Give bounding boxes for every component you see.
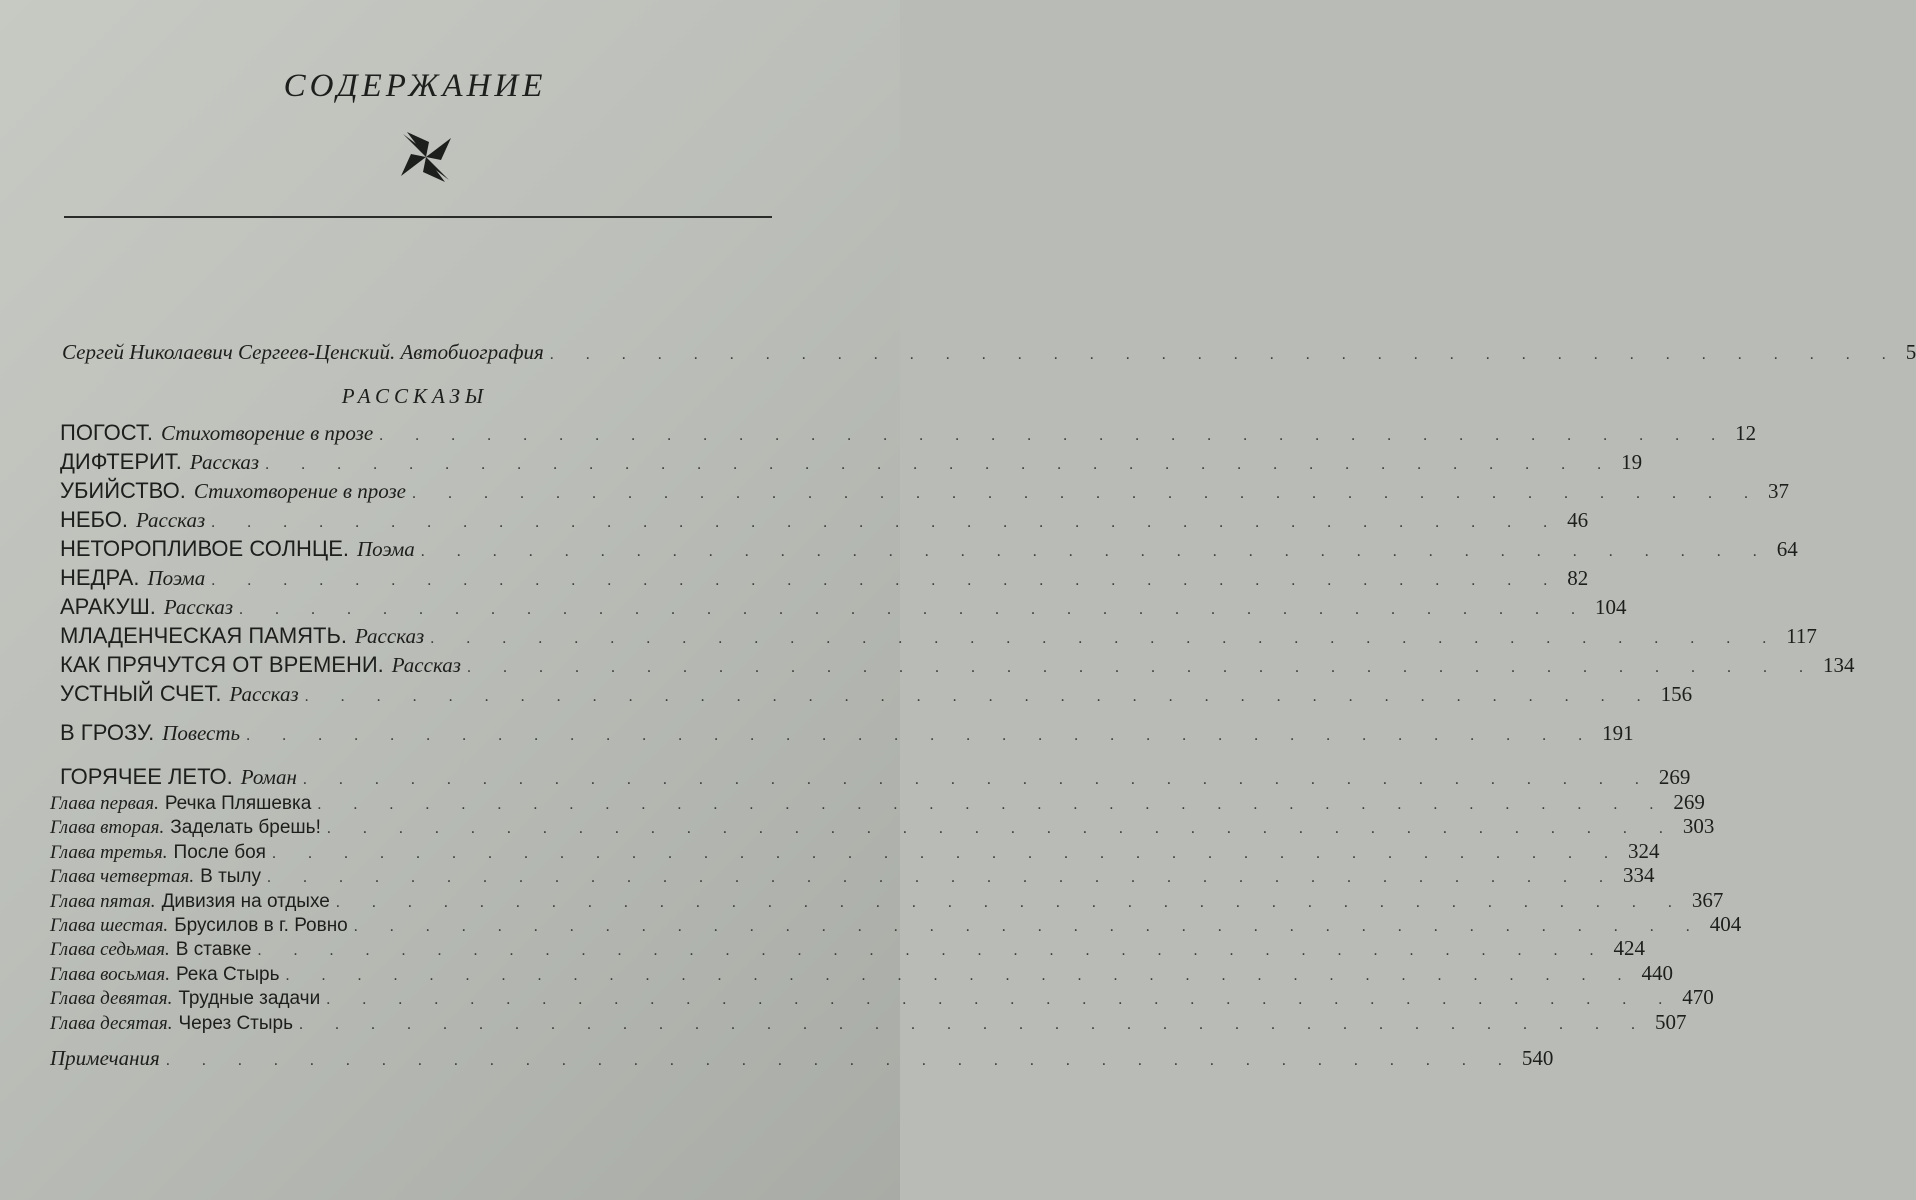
page-number: 191 (1602, 721, 1634, 745)
leader-dots: . . . . . . . . . . . . . . . . . . . . . . . . . . . . . . . . . . . . . . (379, 427, 1730, 444)
chapter-title: Через Стырь (178, 1012, 293, 1034)
chapter-label: Глава пятая. (50, 890, 156, 912)
chapter-title: Заделать брешь! (170, 817, 321, 839)
chapter-title: Трудные задачи (178, 988, 321, 1010)
toc-entry-chapter (50, 887, 1724, 913)
entry-title: ДИФТЕРИТ. (60, 449, 182, 474)
page-number: 269 (1673, 790, 1705, 814)
page-number: 324 (1627, 838, 1660, 863)
toc-entry-chapter (50, 912, 1742, 937)
page-number: 82 (1567, 566, 1589, 590)
toc-entry-story (60, 449, 1643, 475)
entry-genre: Рассказ (189, 450, 260, 474)
toc-entry-story (60, 420, 1757, 446)
leader-dots: . . . . . . . . . . . . . . . . . . . . . . . . . . . . . . . . . . . . . . (299, 1015, 1649, 1033)
page-number: 156 (1660, 682, 1693, 706)
toc-entry-chapter (50, 1009, 1687, 1035)
leader-dots: . . . . . . . . . . . . . . . . . . . . . . . . . . . . . . . . . . . . . . (265, 456, 1616, 473)
leader-dots: . . . . . . . . . . . . . . . . . . . . . . . . . . . . . . . . . . . . . . (420, 543, 1771, 560)
chapter-label: Глава восьмая. (50, 963, 170, 985)
chapter-title: В тылу (200, 866, 262, 888)
entry-title: АРАКУШ. (60, 594, 156, 619)
leader-dots: . . . . . . . . . . . . . . . . . . . . . . . . . . . . . . . . . . . . . . (271, 844, 1622, 862)
chapter-label: Глава первая. (50, 793, 159, 814)
leader-dots: . . . . . . . . . . . . . . . . . . . . . . . . . . . . . . . . . . . . . . (285, 966, 1636, 984)
toc-entry-story (60, 681, 1693, 707)
entry-genre: Рассказ (229, 682, 299, 706)
page-number: 334 (1623, 863, 1655, 888)
toc-entry-chapter (50, 790, 1705, 815)
page-number: 507 (1655, 1009, 1687, 1034)
entry-title: ПОГОСТ. (60, 420, 153, 445)
toc-entry-chapter (50, 985, 1714, 1010)
toc-entry-chapter (50, 960, 1673, 986)
toc-entry-novel (60, 764, 1691, 790)
chapter-label: Глава шестая. (50, 915, 169, 936)
leader-dots: . . . . . . . . . . . . . . . . . . . . . . . . . . . . . . . . . . . . . . (257, 942, 1608, 960)
page-number: 134 (1822, 653, 1855, 677)
entry-title: КАК ПРЯЧУТСЯ ОТ ВРЕМЕНИ. (60, 652, 384, 677)
chapter-title: Река Стырь (175, 963, 280, 985)
entry-title: НЕТОРОПЛИВОЕ СОЛНЦЕ. (60, 536, 349, 561)
entry-title: УБИЙСТВО. (60, 478, 186, 503)
chapter-label: Глава вторая. (50, 817, 165, 839)
leader-dots: . . . . . . . . . . . . . . . . . . . . . . . . . . . . . . . . . . . . . . (267, 869, 1618, 887)
entry-genre: Рассказ (355, 624, 425, 648)
toc-entry-story (60, 536, 1798, 562)
page-number: 424 (1613, 936, 1645, 961)
section-heading: РАССКАЗЫ (341, 384, 489, 408)
chapter-title: После боя (173, 841, 266, 863)
entry-genre: Рассказ (391, 653, 461, 677)
page-number: 46 (1567, 508, 1589, 532)
entry-title: ГОРЯЧЕЕ ЛЕТО. (60, 764, 233, 789)
leader-dots: . . . . . . . . . . . . . . . . . . . . . . . . . . . . . . . . . . . . . . (412, 485, 1762, 502)
leader-dots: . . . . . . . . . . . . . . . . . . . . . . . . . . . . . . . . . . . . . . (430, 630, 1781, 647)
chapter-label: Глава четвертая. (50, 866, 195, 888)
ornament-icon (397, 128, 455, 186)
page-number: 19 (1621, 450, 1643, 474)
toc-entry-story (60, 565, 1589, 591)
chapter-label: Глава десятая. (50, 1012, 173, 1034)
entry-genre: Стихотворение в прозе (160, 421, 374, 445)
toc-entry-chapter (50, 814, 1715, 839)
page-number: 440 (1641, 960, 1673, 985)
leader-dots: . . . . . . . . . . . . . . . . . . . . . . . . . . . . . . . . . . . . . . (239, 601, 1590, 618)
page-number: 470 (1682, 985, 1714, 1010)
toc-entry-chapter (50, 838, 1660, 864)
page-number: 404 (1709, 912, 1742, 936)
toc-entry-story (60, 623, 1817, 649)
page-number: 64 (1776, 537, 1798, 561)
toc-entry-story (60, 594, 1627, 620)
entry-title: Сергей Николаевич Сергеев-Ценский. Автобиография (62, 340, 544, 364)
page-number: 104 (1595, 595, 1627, 619)
leader-dots: . . . . . . . . . . . . . . . . . . . . . . . . . . . . . . . . . . . . . . (466, 659, 1817, 676)
leader-dots: . . . . . . . . . . . . . . . . . . . . . . . . . . . . . . . . . . . . . . (304, 688, 1655, 705)
page-number: 269 (1658, 765, 1691, 789)
chapter-title: Речка Пляшевка (164, 793, 312, 814)
leader-dots: . . . . . . . . . . . . . . . . . . . . . . . . . . . . . . . . . . . . . . (302, 771, 1653, 788)
leader-dots: . . . . . . . . . . . . . . . . . . . . . . . . . . . . . . . . . . . . . . (317, 796, 1668, 813)
toc-entry-chapter (50, 936, 1645, 961)
entry-genre: Повесть (162, 721, 241, 745)
entry-genre: Поэма (357, 537, 415, 561)
leader-dots: . . . . . . . . . . . . . . . . . . . . . . . . . . . . . . . . . . . . . . (549, 346, 1900, 363)
page-number: 540 (1521, 1046, 1554, 1070)
page-number: 303 (1682, 814, 1715, 839)
toc-entry-notes (50, 1046, 1554, 1071)
page-number: 12 (1735, 421, 1757, 445)
toc-entry-povest (60, 720, 1634, 746)
leader-dots: . . . . . . . . . . . . . . . . . . . . . . . . . . . . . . . . . . . . . . (326, 820, 1677, 838)
page-number: 367 (1691, 887, 1724, 912)
chapter-title: Брусилов в г. Ровно (174, 915, 348, 936)
toc-entry-autobiography (62, 340, 1916, 365)
entry-title: НЕБО. (60, 507, 128, 532)
chapter-title: В ставке (175, 939, 252, 961)
entry-title: В ГРОЗУ. (60, 720, 155, 745)
entry-genre: Стихотворение в прозе (193, 479, 406, 503)
chapter-title: Дивизия на отдыхе (161, 890, 330, 912)
entry-title: Примечания (50, 1046, 160, 1070)
leader-dots: . . . . . . . . . . . . . . . . . . . . . . . . . . . . . . . . . . . . . . (211, 514, 1562, 531)
entry-title: МЛАДЕНЧЕСКАЯ ПАМЯТЬ. (60, 623, 348, 648)
entry-genre: Поэма (147, 566, 206, 590)
entry-genre: Рассказ (163, 595, 234, 619)
entry-genre: Роман (240, 765, 297, 789)
chapter-label: Глава третья. (50, 841, 168, 863)
entry-title: НЕДРА. (60, 565, 140, 590)
leader-dots: . . . . . . . . . . . . . . . . . . . . . . . . . . . . . . . . . . . . . . (326, 991, 1677, 1009)
leader-dots: . . . . . . . . . . . . . . . . . . . . . . . . . . . . . . . . . . . . . . (353, 918, 1704, 935)
chapter-label: Глава седьмая. (50, 939, 170, 961)
chapter-label: Глава девятая. (50, 988, 173, 1010)
leader-dots: . . . . . . . . . . . . . . . . . . . . . . . . . . . . . . . . . . . . . . (246, 727, 1597, 744)
page-number: 117 (1786, 624, 1817, 648)
toc-entry-story (60, 478, 1789, 504)
leader-dots: . . . . . . . . . . . . . . . . . . . . . . . . . . . . . . . . . . . . . . (165, 1052, 1516, 1069)
entry-title: УСТНЫЙ СЧЕТ. (60, 681, 222, 706)
toc-entry-story (60, 652, 1855, 678)
page-number: 5 (1905, 340, 1916, 364)
toc-entry-story (60, 507, 1589, 533)
title-divider (64, 216, 772, 218)
entry-genre: Рассказ (135, 508, 206, 532)
page-number: 37 (1768, 479, 1789, 503)
page-title: СОДЕРЖАНИЕ (283, 68, 547, 104)
leader-dots: . . . . . . . . . . . . . . . . . . . . . . . . . . . . . . . . . . . . . . (211, 572, 1562, 589)
toc-entry-chapter (50, 863, 1655, 888)
leader-dots: . . . . . . . . . . . . . . . . . . . . . . . . . . . . . . . . . . . . . . (335, 893, 1686, 911)
